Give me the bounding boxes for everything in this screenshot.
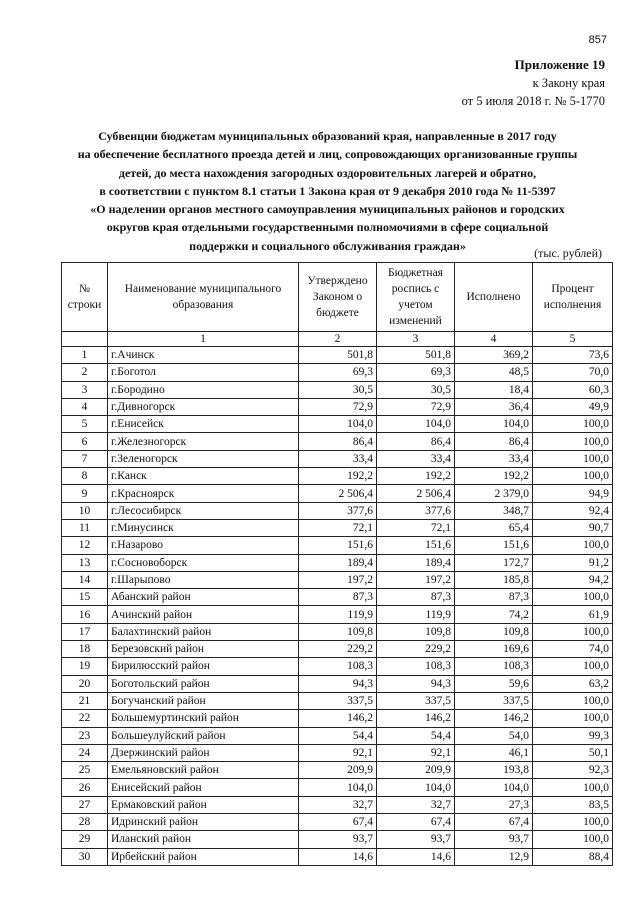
header-budget-list: Бюджетная роспись с учетом изменений <box>377 263 455 332</box>
approved-value: 377,6 <box>299 502 377 519</box>
table-row <box>62 364 613 381</box>
approved-value: 104,0 <box>299 779 377 796</box>
budget-list-value: 94,3 <box>377 675 455 692</box>
executed-value: 108,3 <box>455 658 533 675</box>
table-row <box>62 710 613 727</box>
budget-list-value: 92,1 <box>377 744 455 761</box>
municipality-name: г.Енисейск <box>108 416 299 433</box>
percent-value: 94,2 <box>533 571 613 588</box>
budget-list-value: 72,9 <box>377 398 455 415</box>
municipality-name: Идринский район <box>108 814 299 831</box>
executed-value: 65,4 <box>455 519 533 536</box>
table-row <box>62 398 613 415</box>
appendix-law: к Закону края <box>532 76 605 90</box>
table-row <box>62 554 613 571</box>
municipality-name: г.Дивногорск <box>108 398 299 415</box>
approved-value: 501,8 <box>299 347 377 364</box>
budget-list-value: 86,4 <box>377 433 455 450</box>
percent-value: 92,3 <box>533 762 613 779</box>
table-row <box>62 502 613 519</box>
approved-value: 14,6 <box>299 848 377 865</box>
budget-list-value: 32,7 <box>377 796 455 813</box>
row-number: 25 <box>62 762 108 779</box>
executed-value: 48,5 <box>455 364 533 381</box>
percent-value: 100,0 <box>533 468 613 485</box>
percent-value: 100,0 <box>533 814 613 831</box>
budget-list-value: 33,4 <box>377 450 455 467</box>
budget-list-value: 93,7 <box>377 831 455 848</box>
row-number: 18 <box>62 641 108 658</box>
header-executed: Исполнено <box>455 263 533 332</box>
municipality-name: г.Ачинск <box>108 347 299 364</box>
approved-value: 94,3 <box>299 675 377 692</box>
budget-list-value: 108,3 <box>377 658 455 675</box>
table-row <box>62 485 613 502</box>
municipality-name: г.Канск <box>108 468 299 485</box>
row-number: 6 <box>62 433 108 450</box>
executed-value: 104,0 <box>455 779 533 796</box>
title-line: детей, до места нахождения загородных оздоровительных лагерей и обратно, <box>118 165 537 180</box>
column-number-row <box>62 332 613 347</box>
budget-list-value: 72,1 <box>377 519 455 536</box>
executed-value: 172,7 <box>455 554 533 571</box>
header-percent: Процент исполнения <box>533 263 613 332</box>
percent-value: 100,0 <box>533 692 613 709</box>
municipality-name: г.Красноярск <box>108 485 299 502</box>
executed-value: 67,4 <box>455 814 533 831</box>
table-row <box>62 347 613 364</box>
table-row <box>62 814 613 831</box>
executed-value: 18,4 <box>455 381 533 398</box>
approved-value: 67,4 <box>299 814 377 831</box>
municipality-name: Бирилюсский район <box>108 658 299 675</box>
municipality-name: Большеулуйский район <box>108 727 299 744</box>
percent-value: 100,0 <box>533 537 613 554</box>
percent-value: 94,9 <box>533 485 613 502</box>
table-row <box>62 675 613 692</box>
table-row <box>62 468 613 485</box>
municipality-name: г.Железногорск <box>108 433 299 450</box>
table-row <box>62 537 613 554</box>
column-number: 3 <box>377 332 455 347</box>
approved-value: 87,3 <box>299 589 377 606</box>
approved-value: 2 506,4 <box>299 485 377 502</box>
percent-value: 100,0 <box>533 433 613 450</box>
municipality-name: Большемуртинский район <box>108 710 299 727</box>
row-number: 14 <box>62 571 108 588</box>
executed-value: 185,8 <box>455 571 533 588</box>
approved-value: 30,5 <box>299 381 377 398</box>
executed-value: 86,4 <box>455 433 533 450</box>
percent-value: 70,0 <box>533 364 613 381</box>
budget-list-value: 151,6 <box>377 537 455 554</box>
approved-value: 54,4 <box>299 727 377 744</box>
executed-value: 348,7 <box>455 502 533 519</box>
row-number: 13 <box>62 554 108 571</box>
appendix-date: от 5 июля 2018 г. № 5-1770 <box>461 94 605 108</box>
title-line: Субвенции бюджетам муниципальных образований края, направленные в 2017 году <box>98 129 557 143</box>
budget-list-value: 197,2 <box>377 571 455 588</box>
row-number: 1 <box>62 347 108 364</box>
table-body <box>62 347 613 866</box>
executed-value: 33,4 <box>455 450 533 467</box>
percent-value: 100,0 <box>533 623 613 640</box>
appendix-title: Приложение 19 <box>514 57 605 72</box>
table-row <box>62 416 613 433</box>
executed-value: 146,2 <box>455 710 533 727</box>
budget-list-value: 54,4 <box>377 727 455 744</box>
row-number: 22 <box>62 710 108 727</box>
header-row-number: № строки <box>62 263 108 332</box>
approved-value: 192,2 <box>299 468 377 485</box>
row-number: 28 <box>62 814 108 831</box>
municipality-name: Богучанский район <box>108 692 299 709</box>
approved-value: 33,4 <box>299 450 377 467</box>
executed-value: 337,5 <box>455 692 533 709</box>
table-row <box>62 381 613 398</box>
approved-value: 86,4 <box>299 433 377 450</box>
executed-value: 59,6 <box>455 675 533 692</box>
executed-value: 54,0 <box>455 727 533 744</box>
row-number: 7 <box>62 450 108 467</box>
row-number: 11 <box>62 519 108 536</box>
table-row <box>62 762 613 779</box>
executed-value: 192,2 <box>455 468 533 485</box>
executed-value: 36,4 <box>455 398 533 415</box>
executed-value: 87,3 <box>455 589 533 606</box>
percent-value: 63,2 <box>533 675 613 692</box>
percent-value: 74,0 <box>533 641 613 658</box>
executed-value: 46,1 <box>455 744 533 761</box>
budget-list-value: 209,9 <box>377 762 455 779</box>
row-number: 16 <box>62 606 108 623</box>
budget-list-value: 67,4 <box>377 814 455 831</box>
column-number: 5 <box>533 332 613 347</box>
executed-value: 169,6 <box>455 641 533 658</box>
approved-value: 108,3 <box>299 658 377 675</box>
header-municipality: Наименование муниципального образования <box>108 263 299 332</box>
budget-list-value: 192,2 <box>377 468 455 485</box>
title-line: округов края отдельными государственными полномочиями в сфере социальной <box>106 220 549 235</box>
percent-value: 88,4 <box>533 848 613 865</box>
title-line: на обеспечение бесплатного проезда детей и лиц, сопровождающих организованные группы <box>77 147 578 162</box>
row-number: 3 <box>62 381 108 398</box>
municipality-name: г.Зеленогорск <box>108 450 299 467</box>
percent-value: 100,0 <box>533 658 613 675</box>
municipality-name: г.Боготол <box>108 364 299 381</box>
municipality-name: Боготольский район <box>108 675 299 692</box>
table-row <box>62 450 613 467</box>
budget-list-value: 30,5 <box>377 381 455 398</box>
approved-value: 197,2 <box>299 571 377 588</box>
units-label: (тыс. рублей) <box>534 246 602 260</box>
appendix-block <box>462 56 605 110</box>
row-number: 30 <box>62 848 108 865</box>
table-row <box>62 744 613 761</box>
table-row <box>62 796 613 813</box>
municipality-name: Ачинский район <box>108 606 299 623</box>
municipality-name: г.Шарыпово <box>108 571 299 588</box>
row-number: 10 <box>62 502 108 519</box>
budget-list-value: 229,2 <box>377 641 455 658</box>
row-number: 23 <box>62 727 108 744</box>
executed-value: 12,9 <box>455 848 533 865</box>
page-number: 857 <box>588 34 607 46</box>
row-number: 26 <box>62 779 108 796</box>
row-number: 29 <box>62 831 108 848</box>
percent-value: 100,0 <box>533 416 613 433</box>
approved-value: 69,3 <box>299 364 377 381</box>
table-row <box>62 779 613 796</box>
approved-value: 32,7 <box>299 796 377 813</box>
percent-value: 100,0 <box>533 450 613 467</box>
percent-value: 83,5 <box>533 796 613 813</box>
budget-list-value: 14,6 <box>377 848 455 865</box>
budget-list-value: 69,3 <box>377 364 455 381</box>
title-line: в соответствии с пунктом 8.1 статьи 1 Закона края от 9 декабря 2010 года № 11-5397 <box>99 183 556 198</box>
municipality-name: Енисейский район <box>108 779 299 796</box>
approved-value: 189,4 <box>299 554 377 571</box>
table-row <box>62 606 613 623</box>
executed-value: 109,8 <box>455 623 533 640</box>
budget-list-value: 377,6 <box>377 502 455 519</box>
column-number: 4 <box>455 332 533 347</box>
title-line: поддержки и социального обслуживания граждан» <box>189 238 466 253</box>
budget-list-value: 2 506,4 <box>377 485 455 502</box>
approved-value: 72,9 <box>299 398 377 415</box>
row-number: 20 <box>62 675 108 692</box>
budget-list-value: 104,0 <box>377 416 455 433</box>
municipality-name: г.Назарово <box>108 537 299 554</box>
column-number <box>62 332 108 347</box>
budget-list-value: 501,8 <box>377 347 455 364</box>
approved-value: 109,8 <box>299 623 377 640</box>
header-row <box>62 263 613 332</box>
table-row <box>62 831 613 848</box>
approved-value: 119,9 <box>299 606 377 623</box>
document-title <box>40 127 615 255</box>
percent-value: 100,0 <box>533 831 613 848</box>
row-number: 12 <box>62 537 108 554</box>
table-row <box>62 658 613 675</box>
table-row <box>62 727 613 744</box>
municipality-name: Иланский район <box>108 831 299 848</box>
budget-list-value: 104,0 <box>377 779 455 796</box>
approved-value: 72,1 <box>299 519 377 536</box>
row-number: 15 <box>62 589 108 606</box>
approved-value: 92,1 <box>299 744 377 761</box>
table-row <box>62 692 613 709</box>
budget-list-value: 146,2 <box>377 710 455 727</box>
approved-value: 229,2 <box>299 641 377 658</box>
municipality-name: Абанский район <box>108 589 299 606</box>
percent-value: 100,0 <box>533 779 613 796</box>
percent-value: 73,6 <box>533 347 613 364</box>
subsidies-table <box>61 262 613 866</box>
percent-value: 49,9 <box>533 398 613 415</box>
budget-list-value: 119,9 <box>377 606 455 623</box>
approved-value: 151,6 <box>299 537 377 554</box>
executed-value: 193,8 <box>455 762 533 779</box>
percent-value: 100,0 <box>533 589 613 606</box>
approved-value: 93,7 <box>299 831 377 848</box>
table-row <box>62 433 613 450</box>
percent-value: 61,9 <box>533 606 613 623</box>
executed-value: 151,6 <box>455 537 533 554</box>
column-number: 1 <box>108 332 299 347</box>
municipality-name: г.Бородино <box>108 381 299 398</box>
municipality-name: г.Минусинск <box>108 519 299 536</box>
header-approved: Утверждено Законом о бюджете <box>299 263 377 332</box>
approved-value: 337,5 <box>299 692 377 709</box>
percent-value: 91,2 <box>533 554 613 571</box>
executed-value: 74,2 <box>455 606 533 623</box>
executed-value: 369,2 <box>455 347 533 364</box>
row-number: 27 <box>62 796 108 813</box>
row-number: 17 <box>62 623 108 640</box>
percent-value: 100,0 <box>533 710 613 727</box>
row-number: 9 <box>62 485 108 502</box>
approved-value: 104,0 <box>299 416 377 433</box>
row-number: 5 <box>62 416 108 433</box>
title-line: «О наделении органов местного самоуправления муниципальных районов и городских <box>90 202 565 217</box>
executed-value: 2 379,0 <box>455 485 533 502</box>
row-number: 4 <box>62 398 108 415</box>
table-row <box>62 623 613 640</box>
executed-value: 93,7 <box>455 831 533 848</box>
budget-list-value: 87,3 <box>377 589 455 606</box>
budget-list-value: 189,4 <box>377 554 455 571</box>
row-number: 24 <box>62 744 108 761</box>
municipality-name: Емельяновский район <box>108 762 299 779</box>
budget-list-value: 109,8 <box>377 623 455 640</box>
table-row <box>62 519 613 536</box>
approved-value: 146,2 <box>299 710 377 727</box>
percent-value: 99,3 <box>533 727 613 744</box>
row-number: 2 <box>62 364 108 381</box>
municipality-name: Дзержинский район <box>108 744 299 761</box>
row-number: 21 <box>62 692 108 709</box>
row-number: 8 <box>62 468 108 485</box>
table-row <box>62 641 613 658</box>
table-row <box>62 571 613 588</box>
table-row <box>62 589 613 606</box>
executed-value: 27,3 <box>455 796 533 813</box>
column-number: 2 <box>299 332 377 347</box>
percent-value: 50,1 <box>533 744 613 761</box>
municipality-name: Балахтинский район <box>108 623 299 640</box>
percent-value: 90,7 <box>533 519 613 536</box>
percent-value: 92,4 <box>533 502 613 519</box>
percent-value: 60,3 <box>533 381 613 398</box>
municipality-name: Ермаковский район <box>108 796 299 813</box>
municipality-name: г.Лесосибирск <box>108 502 299 519</box>
row-number: 19 <box>62 658 108 675</box>
executed-value: 104,0 <box>455 416 533 433</box>
municipality-name: г.Сосновоборск <box>108 554 299 571</box>
table-row <box>62 848 613 865</box>
municipality-name: Ирбейский район <box>108 848 299 865</box>
municipality-name: Березовский район <box>108 641 299 658</box>
budget-list-value: 337,5 <box>377 692 455 709</box>
approved-value: 209,9 <box>299 762 377 779</box>
